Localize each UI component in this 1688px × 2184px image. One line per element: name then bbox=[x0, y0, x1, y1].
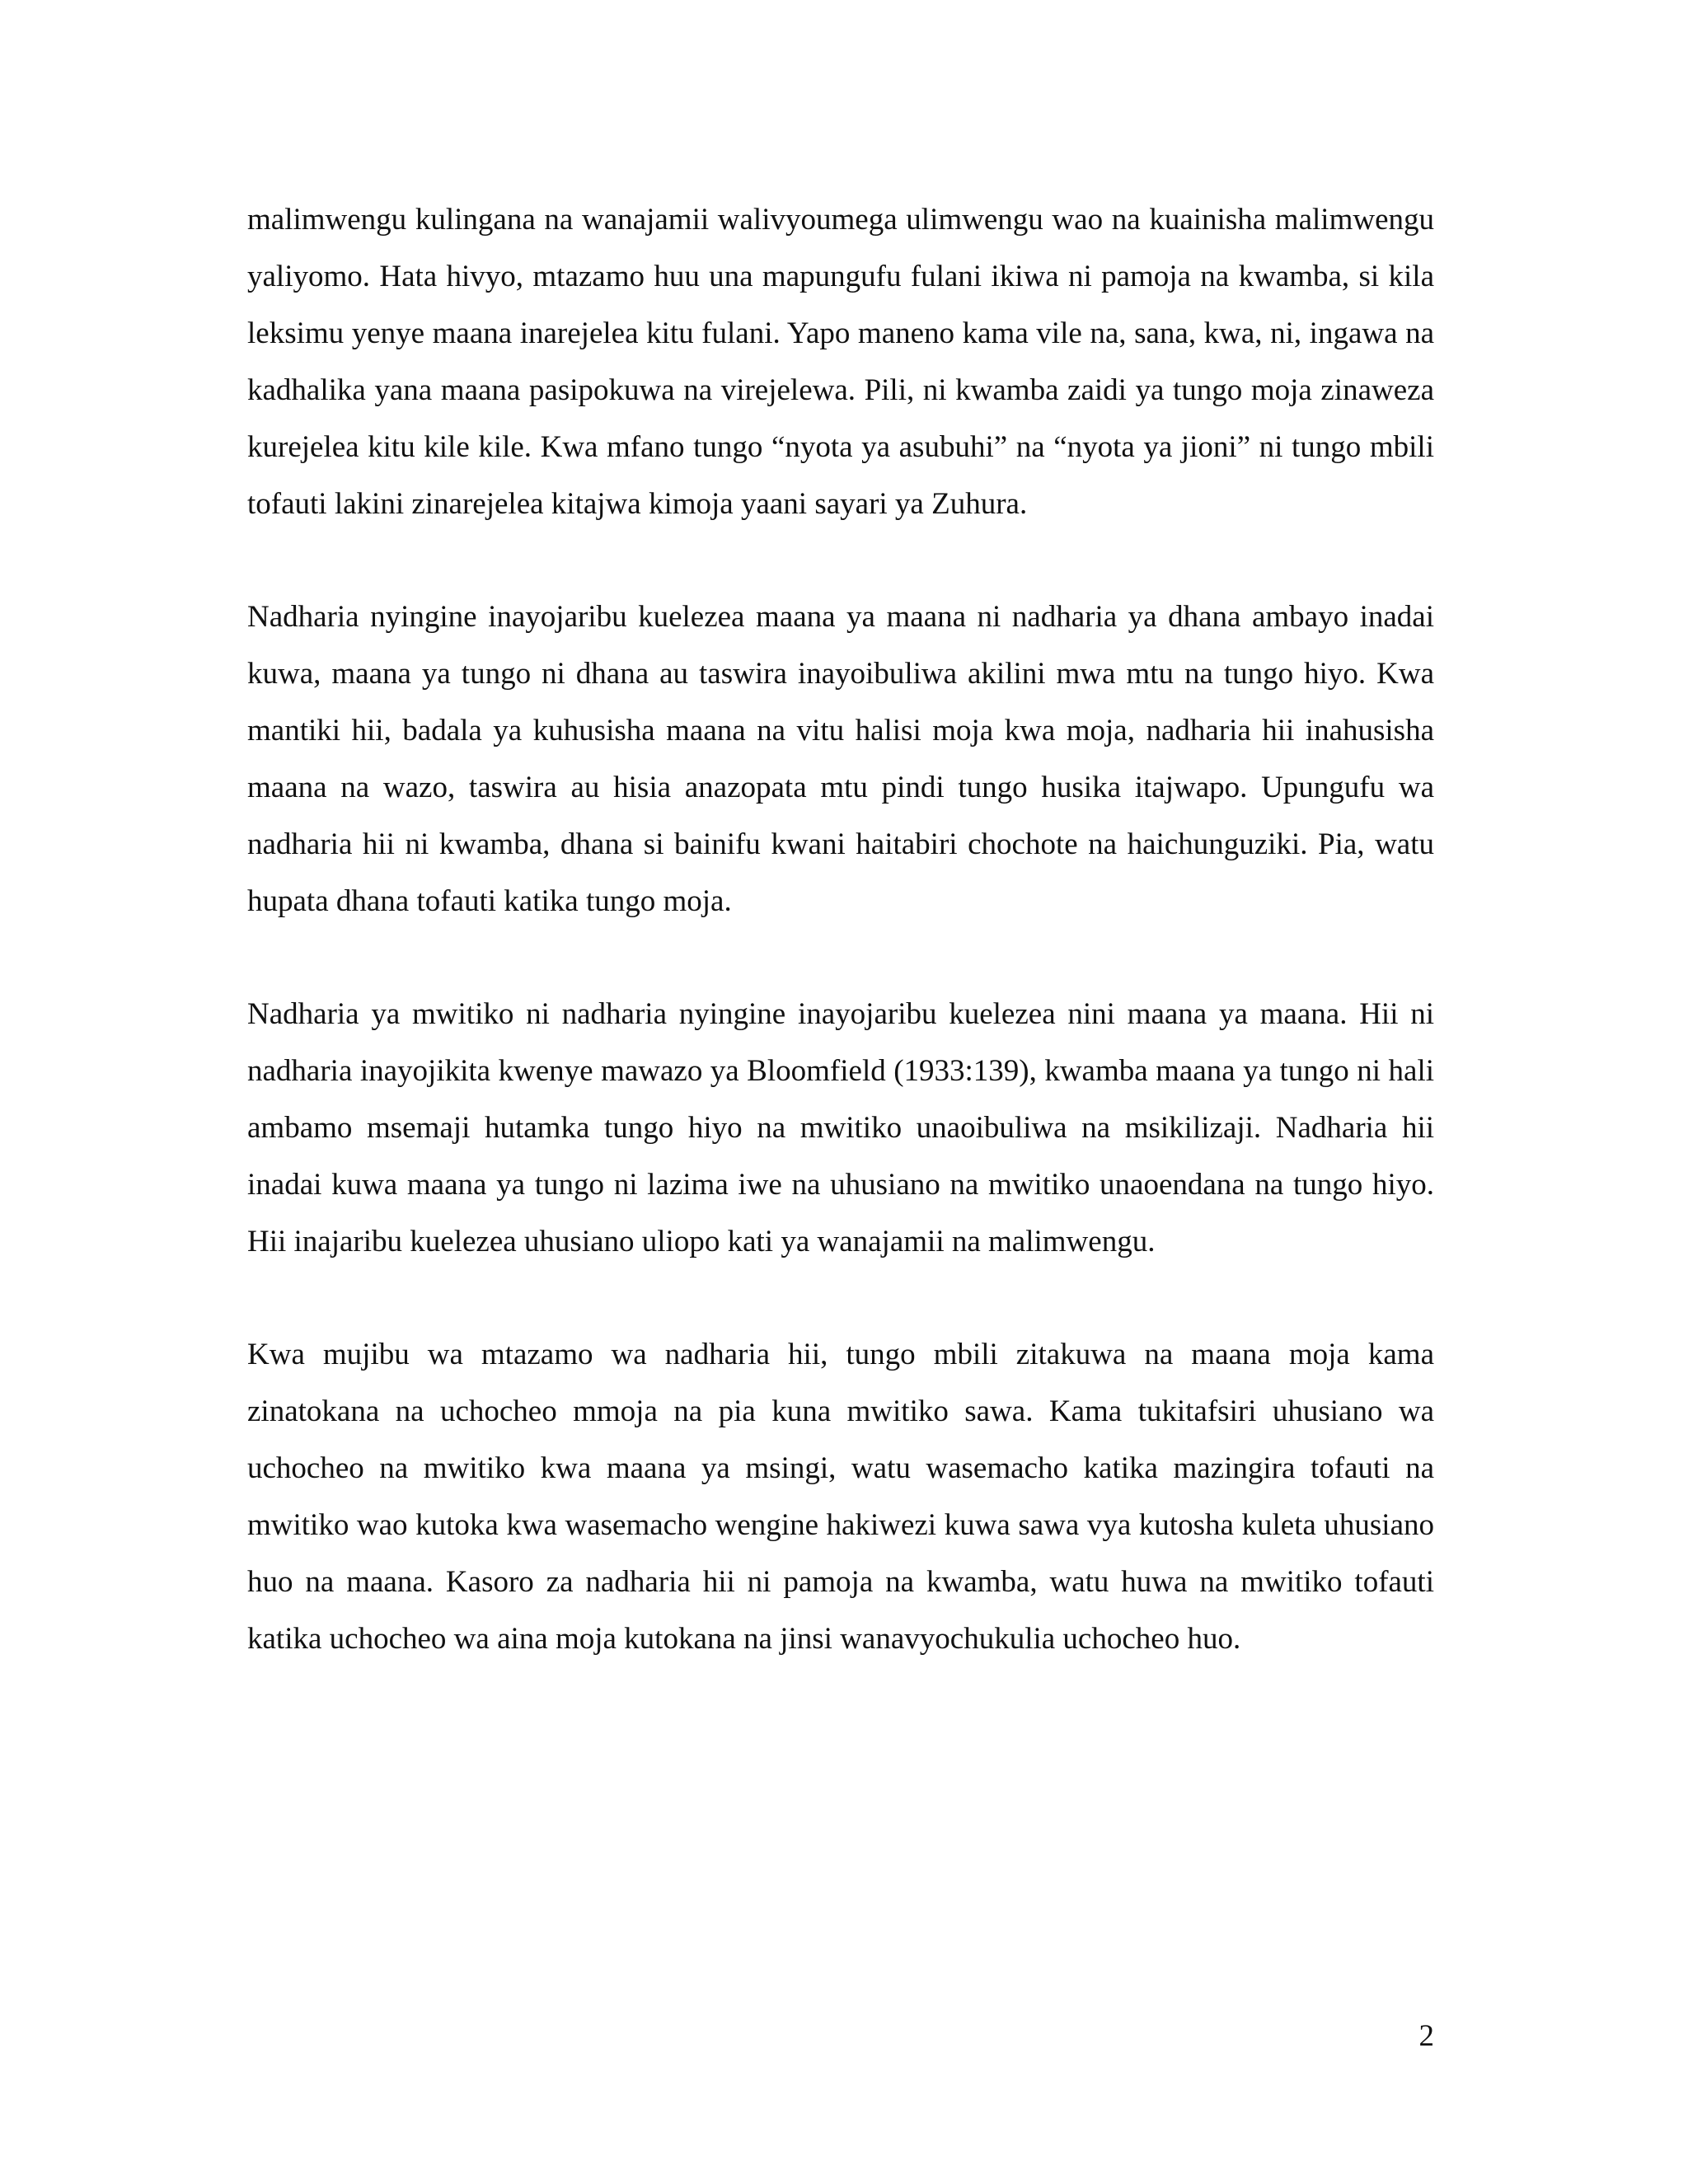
paragraph: Nadharia nyingine inayojaribu kuelezea maana ya maana ni nadharia ya dhana ambayo inadai kuwa, maana ya tungo ni dhana au taswira inayoibuliwa akilini mwa mtu na tungo hiyo. Kwa mantiki hii, badala ya kuhusisha maana na vitu halisi moja kwa moja, nadharia hii inahusisha maana na wazo, taswira au hisia anazopata mtu pindi tungo husika itajwapo. Upungufu wa nadharia hii ni kwamba, dhana si bainifu kwani haitabiri chochote na haichunguziki. Pia, watu hupata dhana tofauti katika tungo moja. bbox=[247, 600, 1434, 918]
paragraph: malimwengu kulingana na wanajamii walivyoumega ulimwengu wao na kuainisha malimwengu yaliyomo. Hata hivyo, mtazamo huu una mapungufu fulani ikiwa ni pamoja na kwamba, si kila leksimu yenye maana inarejelea kitu fulani. Yapo maneno kama vile na, sana, kwa, ni, ingawa na kadhalika yana maana pasipokuwa na virejelewa. Pili, ni kwamba zaidi ya tungo moja zinaweza kurejelea kitu kile kile. Kwa mfano tungo “nyota ya asubuhi” na “nyota ya jioni” ni tungo mbili tofauti lakini zinarejelea kitajwa kimoja yaani sayari ya Zuhura. bbox=[247, 203, 1434, 521]
paragraph: Nadharia ya mwitiko ni nadharia nyingine inayojaribu kuelezea nini maana ya maana. Hii ni nadharia inayojikita kwenye mawazo ya Bloomfield (1933:139), kwamba maana ya tungo ni hali ambamo msemaji hutamka tungo hiyo na mwitiko unaoibuliwa na msikilizaji. Nadharia hii inadai kuwa maana ya tungo ni lazima iwe na uhusiano na mwitiko unaoendana na tungo hiyo. Hii inajaribu kuelezea uhusiano uliopo kati ya wanajamii na malimwengu. bbox=[247, 997, 1434, 1258]
page-number: 2 bbox=[1418, 2019, 1434, 2053]
body-text bbox=[247, 191, 1434, 1723]
paragraph: Kwa mujibu wa mtazamo wa nadharia hii, tungo mbili zitakuwa na maana moja kama zinatokana na uchocheo mmoja na pia kuna mwitiko sawa. Kama tukitafsiri uhusiano wa uchocheo na mwitiko kwa maana ya msingi, watu wasemacho katika mazingira tofauti na mwitiko wao kutoka kwa wasemacho wengine hakiwezi kuwa sawa vya kutosha kuleta uhusiano huo na maana. Kasoro za nadharia hii ni pamoja na kwamba, watu huwa na mwitiko tofauti katika uchocheo wa aina moja kutokana na jinsi wanavyochukulia uchocheo huo. bbox=[247, 1338, 1434, 1656]
